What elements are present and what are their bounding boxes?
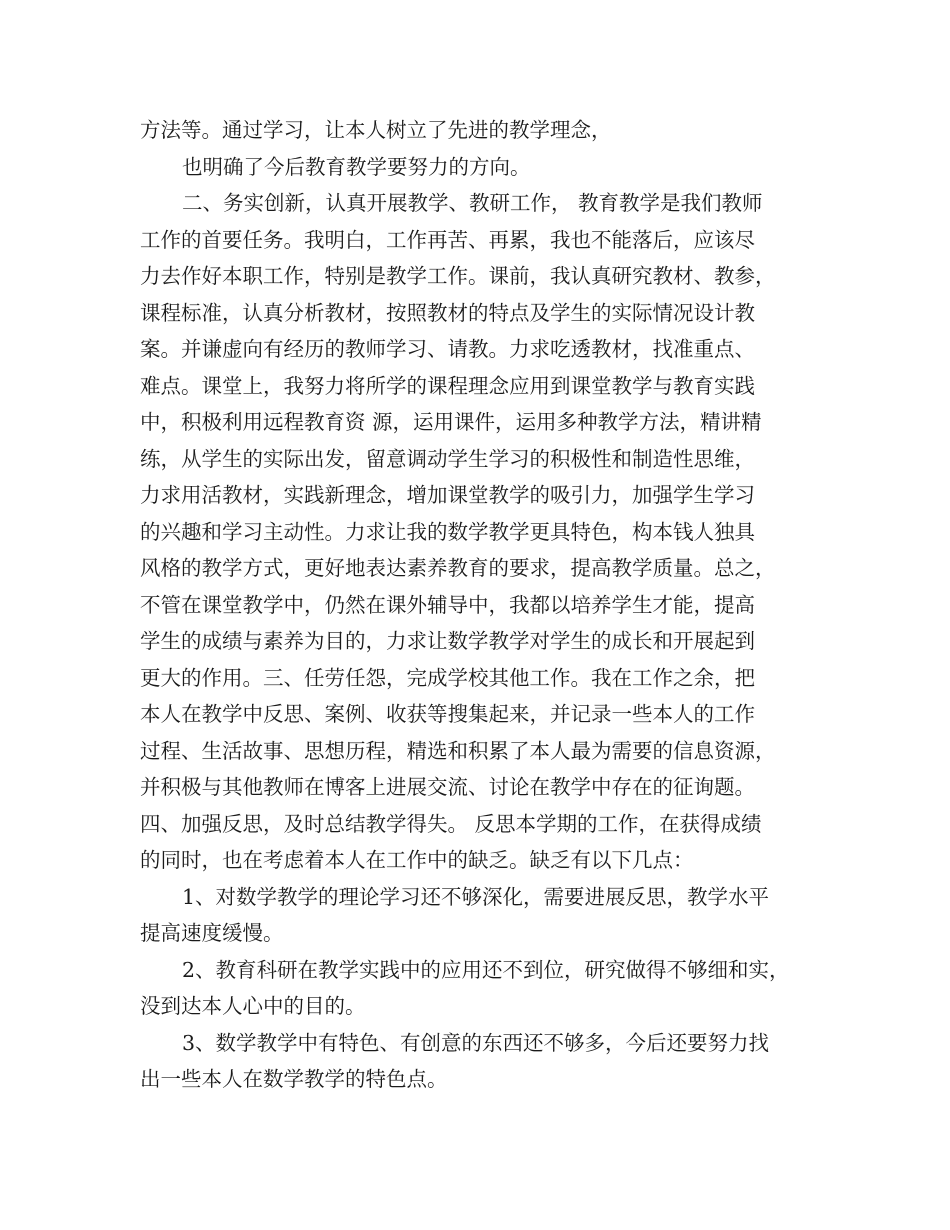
text-line: 力去作好本职工作，特别是教学工作。课前，我认真研究教材、教参，: [140, 264, 776, 288]
text-line: 学生的成绩与素养为目的，力求让数学教学对学生的成长和开展起到: [140, 629, 755, 653]
text-line: 练，从学生的实际出发，留意调动学生学习的积极性和制造性思维，: [140, 446, 755, 471]
text-line: 并积极与其他教师在博客上进展交流、讨论在教学中存在的征询题。: [140, 775, 755, 799]
text-line: 不管在课堂教学中，仍然在课外辅导中，我都以培养学生才能，提高: [140, 592, 755, 617]
text-line: 案。并谦虚向有经历的教师学习、请教。力求吃透教材，找准重点、: [140, 337, 755, 361]
text-line: 提高速度缓慢。: [140, 921, 284, 945]
text-line: 2、教育科研在教学实践中的应用还不到位，研究做得不够细和实，: [182, 957, 790, 982]
text-line: 二、务实创新，认真开展教学、教研工作， 教育教学是我们教师: [182, 191, 763, 215]
text-line: 的同时，也在考虑着本人在工作中的缺乏。缺乏有以下几点：: [140, 848, 694, 872]
text-line: 风格的教学方式，更好地表达素养教育的要求，提高教学质量。总之，: [140, 556, 776, 580]
text-line: 的兴趣和学习主动性。力求让我的数学教学更具特色，构本钱人独具: [140, 519, 755, 544]
text-line: 过程、生活故事、思想历程，精选和积累了本人最为需要的信息资源，: [140, 738, 776, 763]
text-line: 中，积极利用远程教育资 源，运用课件，运用多种教学方法，精讲精: [140, 410, 762, 434]
text-line: 也明确了今后教育教学要努力的方向。: [182, 154, 531, 179]
text-line: 课程标准，认真分析教材，按照教材的特点及学生的实际情况设计教: [140, 300, 755, 325]
text-line: 1、对数学教学的理论学习还不够深化，需要进展反思，教学水平: [182, 884, 770, 909]
body-text: [140, 112, 830, 1098]
text-line: 难点。课堂上，我努力将所学的课程理念应用到课堂教学与教育实践: [140, 373, 755, 398]
text-line: 3、数学教学中有特色、有创意的东西还不够多，今后还要努力找: [182, 1030, 770, 1055]
text-line: 工作的首要任务。我明白，工作再苦、再累，我也不能落后，应该尽: [140, 227, 755, 252]
text-line: 力求用活教材，实践新理念，增加课堂教学的吸引力，加强学生学习: [140, 483, 755, 507]
text-line: 更大的作用。三、任劳任怨，完成学校其他工作。我在工作之余，把: [140, 665, 755, 690]
text-line: 出一些本人在数学教学的特色点。: [140, 1067, 448, 1091]
text-line: 没到达本人心中的目的。: [140, 994, 366, 1018]
text-line: 四、加强反思，及时总结教学得失。 反思本学期的工作，在获得成绩: [140, 811, 762, 836]
text-line: 本人在教学中反思、案例、收获等搜集起来，并记录一些本人的工作: [140, 702, 755, 726]
text-line: 方法等。通过学习，让本人树立了先进的教学理念，: [140, 118, 612, 142]
